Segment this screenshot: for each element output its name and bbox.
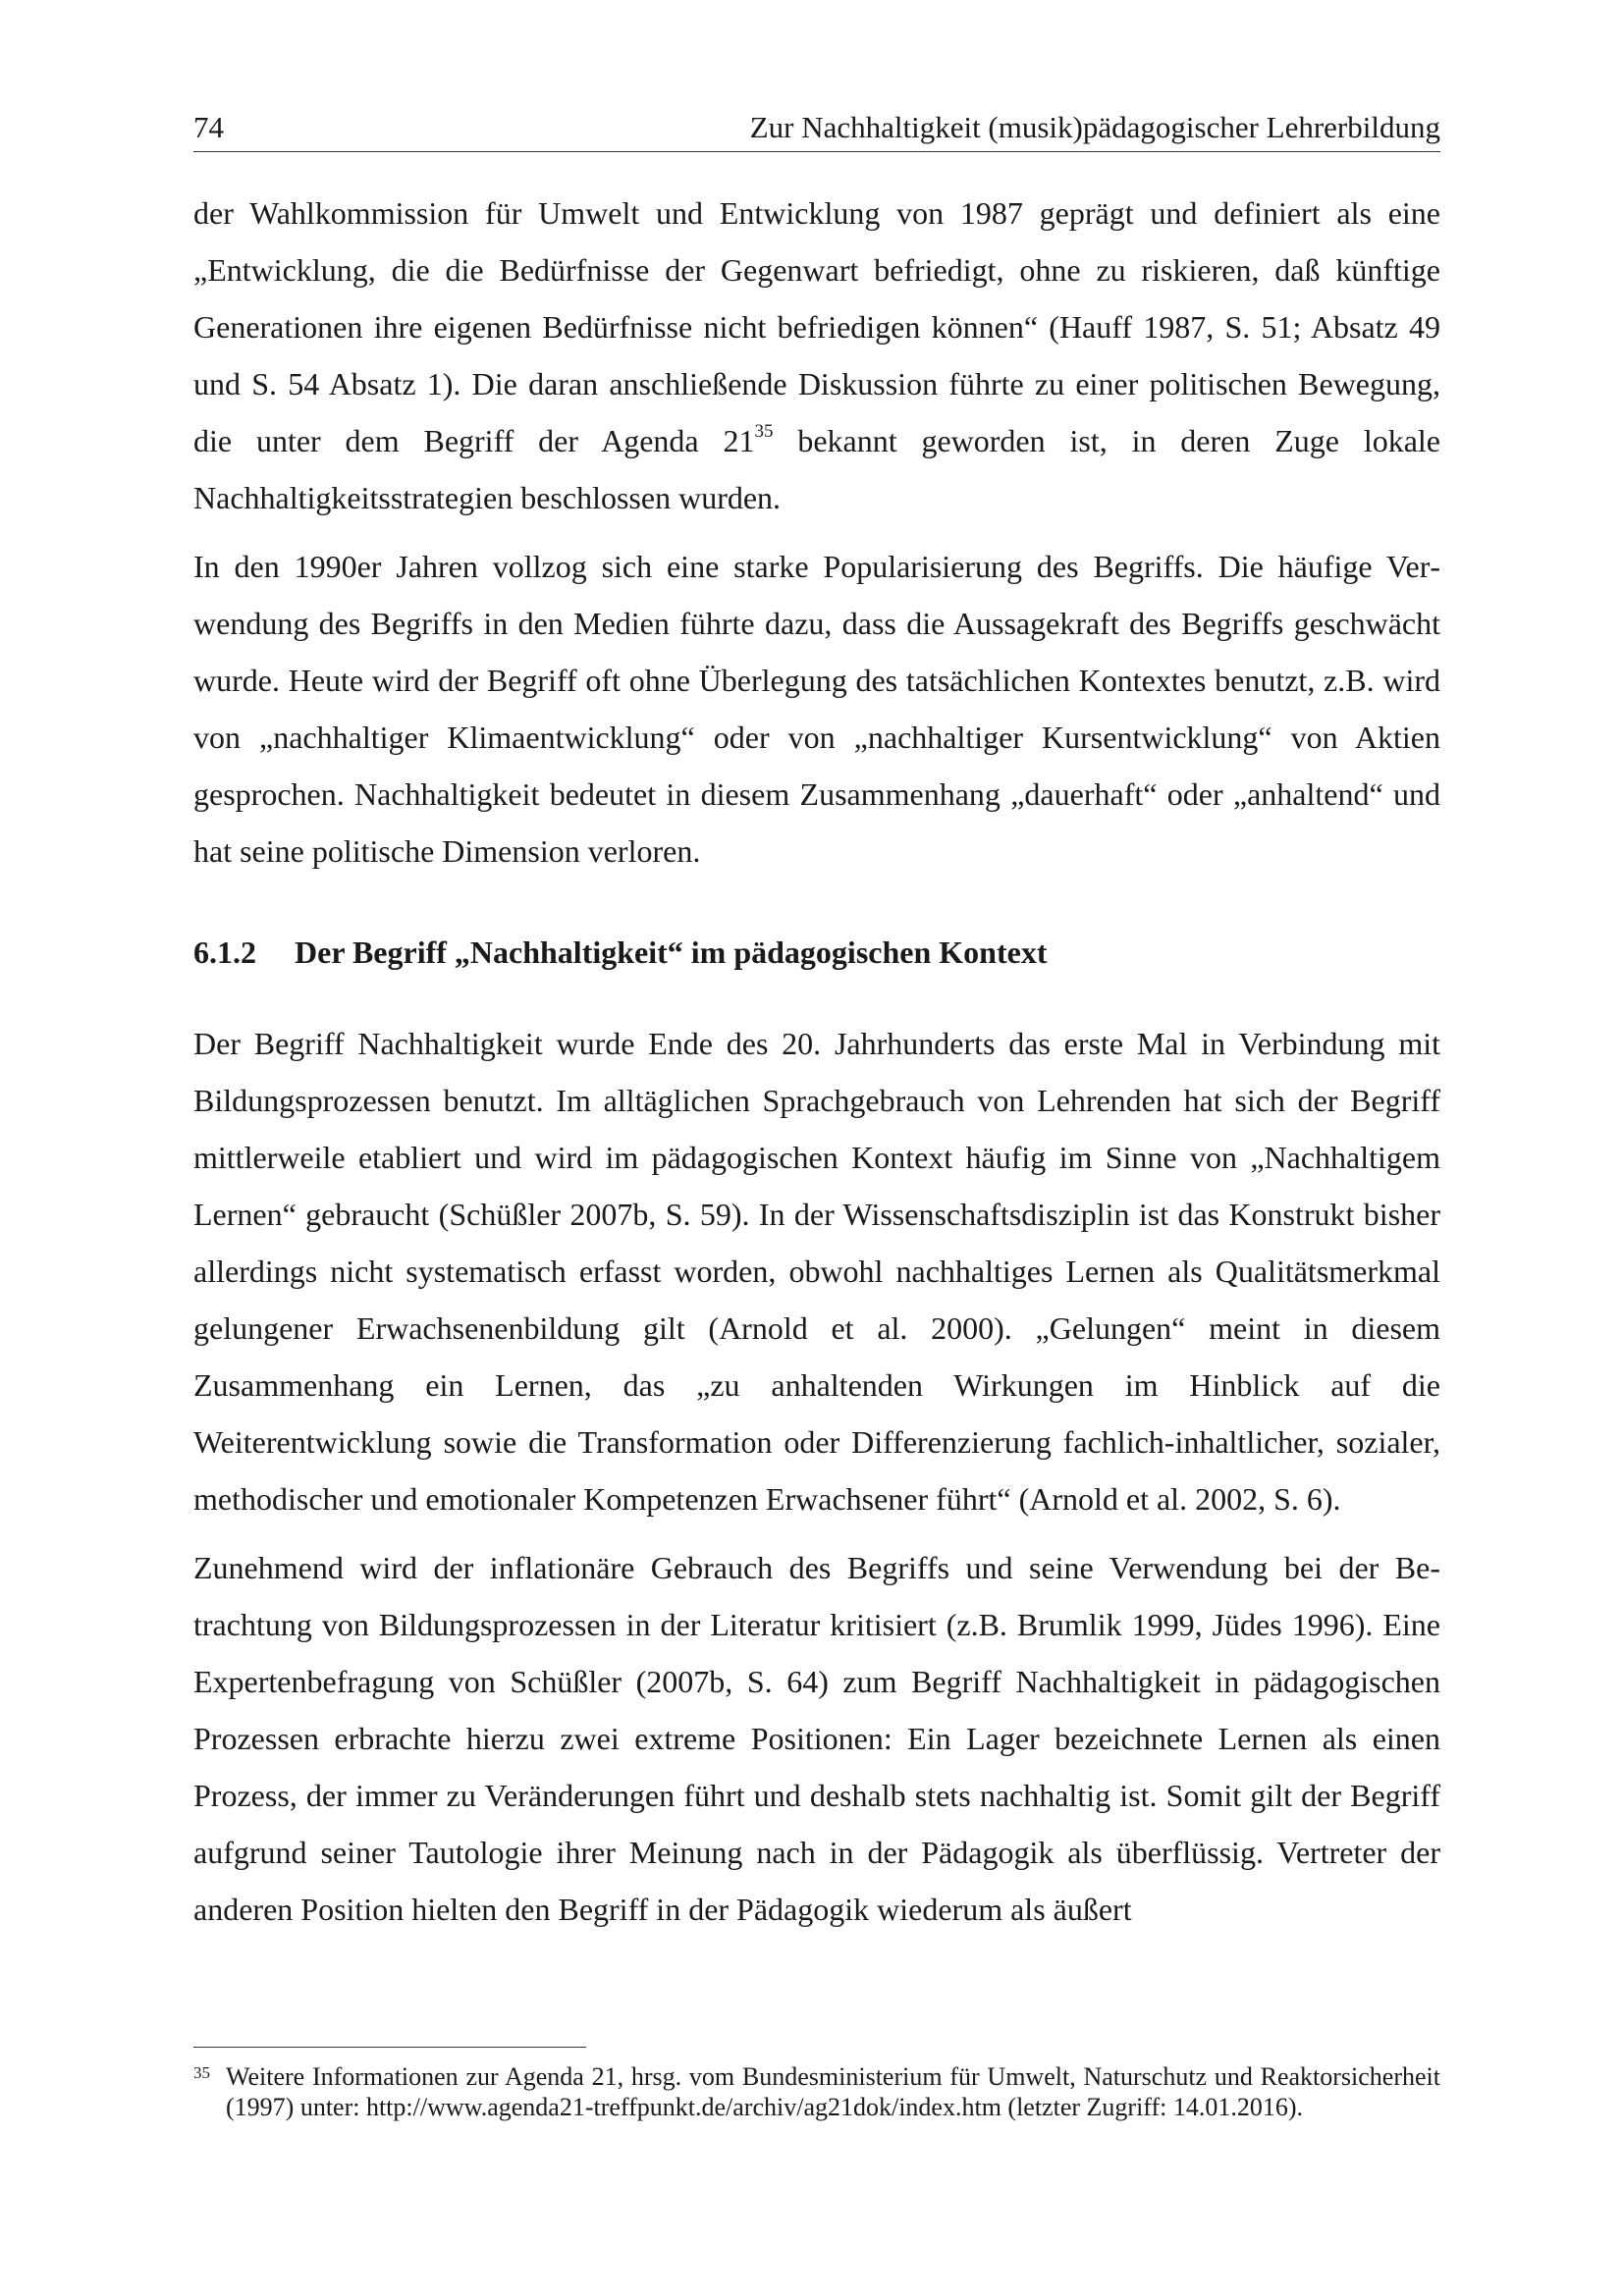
paragraph-text: bekannt geworden ist, in deren Zuge lokale Nachhaltigkeitsstrategien beschlossen wurden. (193, 423, 1441, 515)
footnote-text: Weitere Informationen zur Agenda 21, hrsg. vom Bundesministerium für Umwelt, Naturschutz und Reaktorsicherheit (1997) unter: http://www.agenda21-treffpunkt.de/archiv/ag21dok/index.htm (letzter Zugriff: 14.01.2016). (226, 2062, 1440, 2121)
footnote (193, 2061, 1440, 2122)
page-number: 74 (193, 110, 224, 144)
section-a-body (193, 185, 1440, 880)
running-header (193, 108, 1440, 152)
section-title: Der Begriff „Nachhaltigkeit“ im pädagogischen Kontext (295, 934, 1048, 970)
paragraph (193, 185, 1440, 526)
footnote-reference[interactable]: 35 (754, 421, 774, 442)
running-title: Zur Nachhaltigkeit (musik)pädagogischer Lehrerbildung (749, 110, 1440, 144)
paragraph: Der Begriff Nachhaltigkeit wurde Ende des 20. Jahrhunderts das erste Mal in Verbindung mit Bildungsprozessen benutzt. Im alltäglichen Sprachgebrauch von Lehrenden hat sich der Begriff mittlerweile etabliert und wird im pädagogischen Kontext häufig im Sinne von „Nachhaltigem Lernen“ gebraucht (Schüßler 2007b, S. 59). In der Wissenschaftsdisziplin ist das Konstrukt bisher allerdings nicht systematisch erfasst worden, obwohl nachhaltiges Lernen als Qualitätsmerkmal gelungener Erwachsenenbildung gilt (Arnold et al. 2000). „Gelungen“ meint in diesem Zusammenhang ein Lernen, das „zu anhaltenden Wirkungen im Hinblick auf die Weiterentwicklung sowie die Transformation oder Differenzierung fachlich-inhaltlicher, sozialer, methodischer und emotionaler Kompetenzen Erwachsener führt“ (Arnold et al. 2002, S. 6). (193, 1026, 1440, 1517)
footnote-mark: 35 (193, 2063, 210, 2082)
footnote-divider (193, 2047, 586, 2048)
section-b-body (193, 1015, 1440, 1938)
section-heading (193, 931, 1440, 974)
paragraph: Zunehmend wird der inflationäre Gebrauch des Begriffs und seine Verwendung bei der Betrachtung von Bildungsprozessen in der Literatur kritisiert (z.B. Brumlik 1999, Jüdes 1996). Eine Expertenbefragung von Schüßler (2007b, S. 64) zum Begriff Nachhaltigkeit in pädagogischen Prozessen erbrachte hierzu zwei extreme Positionen: Ein Lager bezeichnete Lernen als einen Prozess, der immer zu Veränderungen führt und deshalb stets nachhaltig ist. Somit gilt der Begriff aufgrund seiner Tautologie ihrer Meinung nach in der Pädagogik als überflüssig. Vertreter der anderen Position hielten den Begriff in der Pädagogik wiederum als äußert (193, 1550, 1440, 1927)
section-number: 6.1.2 (193, 934, 256, 970)
paragraph-text: der Wahlkommission für Umwelt und Entwicklung von 1987 geprägt und definiert als eine „Entwicklung, die die Bedürfnisse der Gegenwart befriedigt, ohne zu riskieren, daß künftige Generationen ihre eigenen Bedürfnisse nicht befriedigen können“ (Hauff 1987, S. 51; Absatz 49 und S. 54 Absatz 1). Die daran anschließende Diskussion führte zu einer politischen Bewegung, die unter dem Begriff der Agenda 21 (193, 195, 1440, 458)
paragraph: In den 1990er Jahren vollzog sich eine starke Popularisierung des Begriffs. Die häufige Verwendung des Begriffs in den Medien führte dazu, dass die Aussagekraft des Begriffs geschwächt wurde. Heute wird der Begriff oft ohne Überlegung des tatsächlichen Kontextes benutzt, z.B. wird von „nachhaltiger Klimaentwicklung“ oder von „nachhaltiger Kursentwicklung“ von Aktien gesprochen. Nachhaltigkeit bedeutet in diesem Zusammenhang „dauerhaft“ oder „anhaltend“ und hat seine politische Dimension verloren. (193, 549, 1440, 869)
